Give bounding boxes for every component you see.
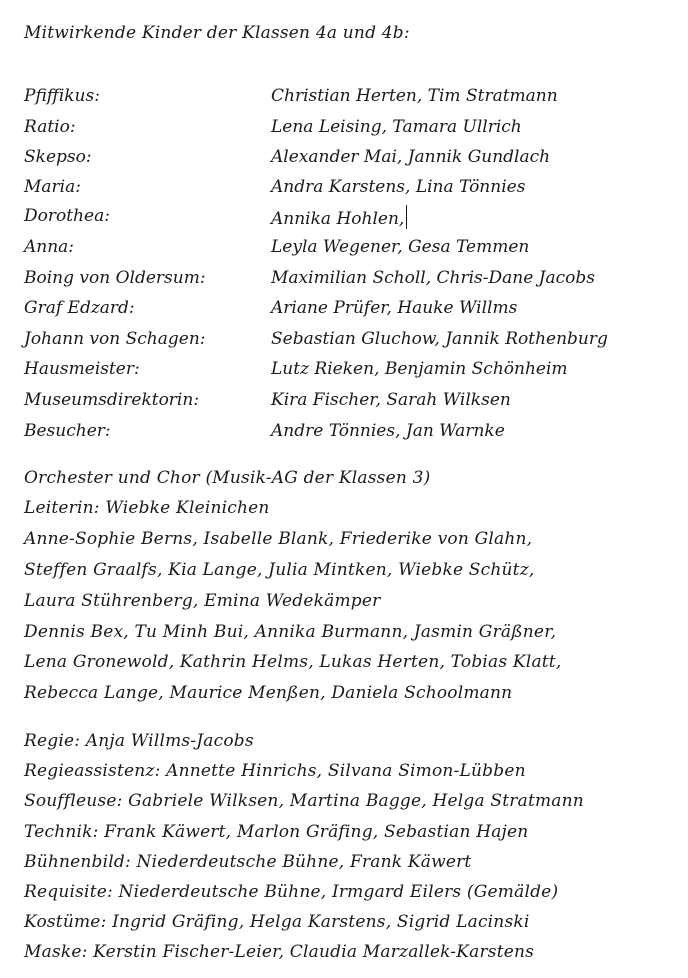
cast-names: Kira Fischer, Sarah Wilksen	[271, 390, 511, 410]
cast-names-with-cursor	[271, 205, 407, 230]
crew-line-regieassistenz: Regieassistenz: Annette Hinrichs, Silvana Simon-Lübben	[24, 761, 526, 781]
crew-line-regie: Regie: Anja Willms-Jacobs	[24, 731, 254, 751]
role-name: Johann von Schagen:	[24, 329, 206, 349]
orchestra-members-line: Steffen Graalfs, Kia Lange, Julia Mintken, Wiebke Schütz,	[24, 560, 535, 580]
cast-names: Leyla Wegener, Gesa Temmen	[271, 237, 530, 257]
cast-names: Maximilian Scholl, Chris-Dane Jacobs	[271, 268, 595, 288]
crew-line-technik: Technik: Frank Käwert, Marlon Gräfing, Sebastian Hajen	[24, 822, 529, 842]
orchestra-members-line: Dennis Bex, Tu Minh Bui, Annika Burmann, Jasmin Gräßner,	[24, 622, 557, 642]
role-name: Dorothea:	[24, 206, 110, 226]
cast-names: Lena Leising, Tamara Ullrich	[271, 117, 522, 137]
cast-names: Ariane Prüfer, Hauke Willms	[271, 298, 518, 318]
orchestra-members-line: Anne-Sophie Berns, Isabelle Blank, Friederike von Glahn,	[24, 529, 533, 549]
crew-line-maske: Maske: Kerstin Fischer-Leier, Claudia Marzallek-Karstens	[24, 942, 535, 962]
role-name: Besucher:	[24, 421, 111, 441]
cast-names: Alexander Mai, Jannik Gundlach	[271, 147, 551, 167]
orchestra-leader: Leiterin: Wiebke Kleinichen	[24, 498, 270, 518]
crew-line-requisite: Requisite: Niederdeutsche Bühne, Irmgard Eilers (Gemälde)	[24, 882, 559, 902]
crew-line-kostueme: Kostüme: Ingrid Gräfing, Helga Karstens, Sigrid Lacinski	[24, 912, 530, 932]
crew-line-buehnenbild: Bühnenbild: Niederdeutsche Bühne, Frank Käwert	[24, 852, 472, 872]
cast-names: Andra Karstens, Lina Tönnies	[271, 177, 526, 197]
role-name: Museumsdirektorin:	[24, 390, 200, 410]
page-heading: Mitwirkende Kinder der Klassen 4a und 4b:	[24, 23, 410, 43]
cast-names: Christian Herten, Tim Stratmann	[271, 86, 558, 106]
orchestra-members-line: Rebecca Lange, Maurice Menßen, Daniela Schoolmann	[24, 683, 513, 703]
role-name: Anna:	[24, 237, 75, 257]
text-cursor	[406, 205, 407, 229]
role-name: Boing von Oldersum:	[24, 268, 206, 288]
crew-line-souffleuse: Souffleuse: Gabriele Wilksen, Martina Bagge, Helga Stratmann	[24, 791, 584, 811]
orchestra-members-line: Lena Gronewold, Kathrin Helms, Lukas Herten, Tobias Klatt,	[24, 652, 562, 672]
role-name: Hausmeister:	[24, 359, 140, 379]
cast-names: Annika Hohlen,	[271, 209, 405, 229]
role-name: Pfiffikus:	[24, 86, 100, 106]
role-name: Maria:	[24, 177, 81, 197]
cast-names: Andre Tönnies, Jan Warnke	[271, 421, 505, 441]
cast-names: Sebastian Gluchow, Jannik Rothenburg	[271, 329, 608, 349]
role-name: Graf Edzard:	[24, 298, 135, 318]
orchestra-title: Orchester und Chor (Musik-AG der Klassen 3)	[24, 468, 431, 488]
role-name: Skepso:	[24, 147, 92, 167]
role-name: Ratio:	[24, 117, 76, 137]
cast-names: Lutz Rieken, Benjamin Schönheim	[271, 359, 568, 379]
orchestra-members-line: Laura Stührenberg, Emina Wedekämper	[24, 591, 381, 611]
